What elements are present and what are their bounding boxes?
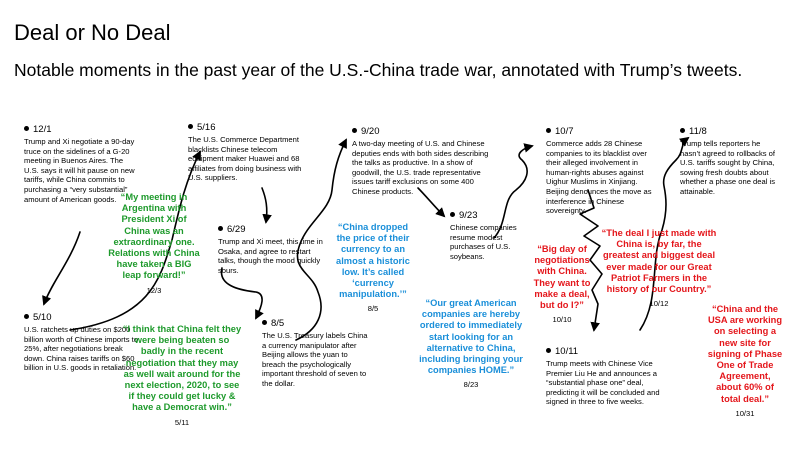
- arrow-6-29-to-8-5: [221, 268, 262, 318]
- tweet-10-31: [706, 304, 784, 419]
- tweet-text: “China and the USA are working on selecting a new site for signing of Phase One of Trade Agreement, about 60% of total deal.”: [707, 304, 783, 404]
- event-dot: [262, 320, 267, 325]
- event-date: 8/5: [271, 318, 285, 329]
- arrow-12-1-to-5-10: [44, 232, 80, 304]
- chart-subtitle: Notable moments in the past year of the U.S.-China trade war, annotated with Trump’s tweets.: [14, 60, 743, 80]
- event-text: The U.S. Treasury labels China a currency manipulator after Beijing allows the yuan to breach the psychologically important threshold of seven to the dollar.: [262, 331, 368, 388]
- event-date: 10/7: [555, 126, 574, 137]
- tweet-date: 8/5: [367, 304, 379, 314]
- event-text: Trump and Xi negotiate a 90-day truce on the sidelines of a G-20 meeting in Buenos Aires. The U.S. says it will hit pause on new tariffs, while China commits to purchasing a “very substantial” amount of American goods.: [24, 137, 135, 204]
- tweet-text: “Big day of negotiations with China. They want to make a deal, but do I?”: [533, 244, 591, 311]
- event-dot: [218, 226, 223, 231]
- tweet-date: 10/10: [552, 315, 572, 325]
- tweet-12-3: [108, 192, 200, 296]
- event-date: 9/20: [361, 126, 380, 137]
- event-11-8: [680, 126, 782, 197]
- event-5-16: [188, 122, 312, 183]
- tweet-text: “Our great American companies are hereby ordered to immediately start looking for an alternative to China, including bringing your companies HOME.”: [419, 298, 523, 376]
- tweet-text: “I think that China felt they were being beaten so badly in the recent negotiation that they may as well wait around for the next election, 2020, to see if they could get lucky & have a Democrat win.”: [122, 324, 242, 413]
- tweet-8-5: [330, 222, 416, 315]
- event-8-5: [262, 318, 368, 389]
- event-date: 11/8: [689, 126, 707, 137]
- event-9-20: [352, 126, 490, 197]
- tweet-text: “China dropped the price of their currency to an almost a historic low. It’s called ‘currency manipulation.’”: [336, 222, 410, 300]
- event-10-7: [546, 126, 660, 216]
- event-6-29: [218, 224, 328, 275]
- tweet-date: 10/12: [649, 299, 669, 309]
- tweet-5-11: [122, 324, 242, 428]
- event-text: Commerce adds 28 Chinese companies to its blacklist over their alleged involvement in human-rights abuses against Uighur Muslims in Xinjiang. Beijing denounces the move as interference in Chinese sovereignty.: [546, 139, 652, 216]
- event-dot: [680, 128, 685, 133]
- event-dot: [24, 126, 29, 131]
- event-text: The U.S. Commerce Department blacklists Chinese telecom equipment maker Huawei and 68 affiliates from doing business with U.S. suppliers.: [188, 135, 302, 183]
- event-dot: [450, 212, 455, 217]
- event-date: 10/11: [555, 346, 579, 357]
- tweet-date: 12/3: [146, 285, 162, 295]
- event-10-11: [546, 346, 674, 407]
- chart-title: Deal or No Deal: [14, 20, 171, 45]
- event-dot: [188, 124, 193, 129]
- event-text: Trump meets with Chinese Vice Premier Liu He and announces a “substantial phase one” deal, predicting it will be concluded and signed in three to five weeks.: [546, 359, 660, 407]
- tweet-date: 8/23: [463, 380, 479, 390]
- arrow-5-16-to-6-29: [262, 188, 267, 222]
- event-text: A two-day meeting of U.S. and Chinese deputies ends with both sides describing the talks as productive. In a show of goodwill, the U.S. trade representative issues tariff exclusions on some 400 Chinese products.: [352, 139, 489, 196]
- event-date: 5/10: [33, 312, 52, 323]
- tweet-date: 10/31: [735, 408, 755, 418]
- tweet-10-10: [530, 244, 594, 325]
- event-text: U.S. ratchets up duties on $200 billion worth of Chinese imports to 25%, after negotiations break down. China raises tariffs on $60 billion in U.S. goods in retaliation.: [24, 325, 138, 373]
- event-dot: [24, 314, 29, 319]
- tweet-date: 5/11: [174, 417, 190, 427]
- event-text: Trump and Xi meet, this time in Osaka, and agree to restart talks, though the mood quickly sours.: [218, 237, 323, 275]
- event-date: 5/16: [197, 122, 216, 133]
- tweet-text: “The deal I just made with China is, by far, the greatest and biggest deal ever made for our Great Patriot Farmers in the history of our Country.”: [601, 228, 717, 295]
- event-text: Chinese companies resume modest purchases of U.S. soybeans.: [450, 223, 517, 261]
- event-dot: [546, 348, 551, 353]
- tweet-8-23: [416, 298, 526, 391]
- event-date: 12/1: [33, 124, 52, 135]
- tweet-10-12: [598, 228, 720, 309]
- event-date: 6/29: [227, 224, 246, 235]
- event-9-23: [450, 210, 534, 261]
- event-date: 9/23: [459, 210, 478, 221]
- event-dot: [546, 128, 551, 133]
- tweet-text: “My meeting in Argentina with President Xi of China was an extraordinary one. Relations with China have taken a BIG leap forward!”: [108, 192, 200, 281]
- event-dot: [352, 128, 357, 133]
- event-text: Trump tells reporters he hasn’t agreed to rollbacks of U.S. tariffs sought by China, sowing fresh doubts about whether a phase one deal is attainable.: [680, 139, 775, 196]
